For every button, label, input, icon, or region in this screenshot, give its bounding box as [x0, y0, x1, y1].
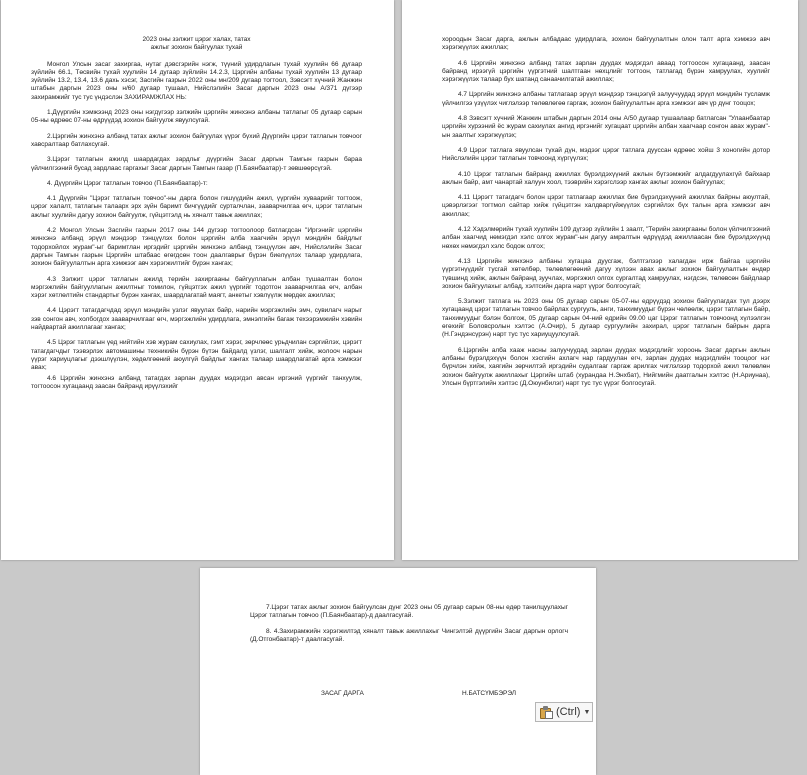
paragraph: 4.12 Хэдэлмөрийн тухай хуулийн 109 дүгээр зүйлийн 1 заалт, "Терийн захиргааны болон үйлчилгээний албан хаагчид нөмэгдэл хэлс олгох журам"-ын дагуу амралтын өдрүүдэд ажиллаасан бие бүрэлдэхүүнд нөхөх нөмэгдэл хэлс бодож олгох; — [442, 226, 770, 250]
paste-options-label: (Ctrl) — [556, 706, 581, 718]
paragraph: 4.6 Цэргийн жинхэнэ албанд татагдах зарлан дуудах мэдэгдэл авсан иргэний үүргийг танхуулж, тогтоосон хугацаанд заасан байранд ирүүлэхийг — [31, 374, 362, 390]
paragraph: хороодын Засаг дарга, ажлын албадаас удирдлага, зохион байгуулалтын олон талт арга хэмжээ авч хэрэгжүүлэх ажиллах; — [442, 36, 770, 52]
paragraph: 6.Цэргийн алба хааж насны залуучуудад зарлан дуудах мэдэгдлийг хороонь Засаг даргын ажлын албаны бүрэлдэхүүн болон хэсгийн ахлагч нар гардуулан егч, зарлан дуудах мэдэгдлийн тооцоог нэг бүрчлэн хийж, хаягийн зөрчилтэй иргэдийн судалгааг гаргаж арилгах чиглэлээр тодорхой ажил төлөвлөн зохион байгуулж ажиллахыг Цэргийн штаб (хурандаа Н.Энхбат), Нийгмийн даатгалын хэлтэс (Н.Ариунаа), Улсын бүртгэлийн хэлтэс (Д.Оюунбилэг) нарт тус тус үүрэг болгосугай. — [442, 346, 770, 387]
paragraph: 4.5 Цэрэг татлагын үед нийтийн хэв журам сахиулах, гэмт хэрэг, зөрчлөөс урьдчилан сэргийлэх, цэрэгт татагдагчдыг тээвэрлэх автомашины техникийн бүрэн бүтэн байдалд үзлэг, шалгалт хийж, жолооч нарын үүрэг хариуцлагыг дээшлүүлэн, хөдөлгөөний аюулгүй байдлыг хангах талаар шаардлагатай арга хэмжээг авах; — [31, 339, 362, 372]
paragraph: 4.9 Цэрэг татлага явуулсан тухай дүн, мэдээг цэрэг татлага дууссан едрөөс хойш 3 хоногийн дотор Нийслэлийн цэрэг татлагын товчоонд хүргүүлэх; — [442, 146, 770, 163]
paragraph: 5.Зэлжит татлага нь 2023 оны 05 дугаар сарын 05-07-ны едрүүдэд зохион байгуулагдах тул дээрх хугацаанд цэрэг татлагын товчоо байрлах сургууль, анги, танхимуудыг бүрэн чөлөөлж, цэрэг татлагын байр, танхимуудыг бэлэн болгож, 05 дугаар сарын 04-ний едрийн 09.00 цаг Цэрэг татлагын товчоонд хүлээлгэн өгөхийг Боловсролын хэлтэс (А.Очир), 5 дугаар сургуулийн захирал, цэрэг татлагын байрын дарга (Н.Гэндэнсүрэн) нарт тус тус хариуцуулсугай. — [442, 298, 770, 339]
paragraph: 4.2 Монгол Улсын Засгийн газрын 2017 оны 144 дүгээр тогтоолоор батлагдсан "Иргэнийг цэргийн жинхэнэ албанд эрүүл мэндээр тэнцүүлэх болон цэргийн алба хаагчийн эрүүл мэндийн байдлыг тодорхойлох журам"-ыг баримтлан иргэдийг цэргийн жинхэнэ албанд тэнцүүлэн авч, Нийслэлийн Засаг даргын Тамгын газрын Цэргийн штабаас өгөгдсөн тоон даалгаврыг бүрэн биелүүлэх талаар удирдлага, зохион байгуулалтын арга хэмжээг авч хэрэгжилтийг бүрэн хангах; — [31, 227, 362, 268]
title-line-1: 2023 оны зэлжит цэрэг халах, татах — [142, 36, 251, 43]
paste-options-button[interactable] — [535, 702, 593, 722]
chevron-down-icon: ▼ — [583, 708, 591, 716]
signer-name: Н.БАТСҮМБЭРЭЛ — [462, 690, 517, 697]
document-page-3 — [200, 568, 596, 775]
paragraph: 4.8 Зэвсэгт хүчний Жанжин штабын даргын 2014 оны А/50 дугаар тушаалаар батлагсан "Улаанбаатар цэргийн хурээний ёс журам сахиулах ангид иргэнийг хугацаат цэргийн албан хаагчаар сонгон авах журам"-ын заалтыг хэрэгжүүлэх; — [442, 115, 770, 139]
paragraph: 4.6 Цэргийн жинхэнэ албанд татах зарлан дуудах мэдэгдэл аваад тогтоосон хугацаанд, заасан байранд ирээгүй цэргийн үүргэтний шалтгаан нөхцлийг тогтоон, татлагад бүрэн хамруулах, хуулийг хэрэгжүүлэх талаар бух шатанд санаачилгатай ажиллах; — [442, 59, 770, 84]
paragraph: 3.Цэрэг татлагын ажилд шаардагдах зардлыг дүүргийн Засаг даргын Тамгын газрын бараа үйлчилгээний бусад зардлаас гаргахыг Засаг даргын Тамгын газар (П.Баянбаатар)-т зөвшөөрсүгэй. — [31, 156, 362, 172]
paragraph: 4.10 Цэрэг татлагын байранд ажиллах бүрэлдэхүүний ажлын бүтээмжийг алдагдуулахгүй байхаар ажлын байр, амт чанартай халуун хоол, тээврийн хэрэгслээр хангах ажлыг зохион байгуулах; — [442, 170, 770, 186]
clipboard-paste-icon — [539, 705, 554, 720]
document-title — [31, 36, 362, 53]
paragraph: 4.11 Цэрэгт татагдагч болон цэрэг татлагаар ажиллах бие бүрэлдэхүүний ажиллах байрны аюултай, цэвэрлэгээг тогтмол сайтар хийж гүйцэтгэн халдваргүйжүүлэх сэргийлэх бүх талын арга хэмжээг авч ажиллах; — [442, 194, 770, 218]
paragraph: 2.Цэргийн жинхэнэ албанд татах ажлыг зохион байгуулах үүрэг бүхий Дүүргийн цэрэг татлагын товчоог хавсралтаар батлахсугай. — [31, 132, 362, 148]
paragraph: 4.4 Цэрэгт татагдагчдад эрүүл мэндийн узлэг явуулах байр, нарийн мэргэжлийн эмч, сувилагч нарыг зэв сонгон авч, холбогдох зааварчилгааг өгч, мэргэжлийн удирдлага, эмнэлгийн багаж техээрэмжийн хэвийн найдвартай ажиллагааг хангах; — [31, 307, 362, 332]
paragraph: 4.1 Дүүргийн "Цэрэг татлагын товчоо"-ны дарга болон гишүүдийн ажил, үүргийн хуваарийг тогтоож, цэрэг халалт, татлагын талаарх эрх зүйн баримт бичгүүдийг сурталчлан, зааварчилгаа өгч, цэрэг татлагын ажлыг хуулийн дагуу зохион байгуулж, гүйцэтгэлд нь хяналт тавьж ажиллах; — [31, 195, 362, 219]
paragraph: 4.3 Зэлжит цэрэг татлагын ажилд терийн захиргааны байгууллагын албан тушаалтан болон мэргэжлийн байгууллагын ажилтныг томилон, гүйцэтгэх ажил үүргийг тодотгон зааварчилгаа өгч, албан хэрэг хөтлөлтийн стандартыг бүрэн хангах, шаардлагатай маягт, анкетыг хэвлүүлж мөрдөх ажиллах; — [31, 275, 362, 300]
paragraph: Монгол Улсын засаг захиргаа, нутаг дэвсгэрийн нэгж, түүний удирдлагын тухай хуулийн 66 дугаар зүйлийн 66.1, Төсвийн тухай хуулийн 14 дугаар зүйлийн 14.2.3, Цэргийн албаны тухай хуулийн 13 дугаар зүйлийн 13.2, 13.4, 13.6 дахь хэсэг, Засгийн газрын 2022 оны мн/209 дугаар тогтоол, Зэвсэгт хүчний Жанжин штабын даргын 2023 оны н/60 дугаар тушаал, Нийслэлийн Засаг даргын 2023 оны А/371 дүгээр захирамжийг тус тус үндэслэн ЗАХИРАМЖЛАХ НЬ: — [31, 60, 362, 101]
title-line-2: ажлыг зохион байгуулах тухай — [150, 44, 243, 52]
paragraph: 1.Дүүргийн хэмжээнд 2023 оны нэгдүгээр зэлжийн цэргийн жинхэнэ албаны татлагыг 05 дугаар сарын 05-ны өдрөөс 07-ны өдрүүдэд зохион байгуулж явуулсугай. — [31, 109, 362, 125]
paragraph: 8. 4.Захирамжийн хэрэгжилтэд хяналт тавьж ажиллахыг Чингэлтэй дүүргийн Засаг даргын орлогч (Д.Отгонбаатар)-т даалгасугай. — [250, 627, 568, 643]
document-page-1 — [1, 0, 394, 560]
paragraph: 7.Цэрэг татах ажлыг зохион байгуулсан дүнг 2023 оны 05 дугаар сарын 08-ны едөр танилцуулахыг Цэрэг татлагын товчоо (П.Баянбаатар)-д даалгасугай. — [250, 604, 568, 620]
document-page-2 — [402, 0, 798, 560]
paragraph: 4.13 Цэргийн жинхэнэ албаны хугацаа дуусгаж, бэлтгэлээр халагдан ирж байгаа цэргийн үүргэтнүүдийг тусгай хөтөлбөр, төлөвлөгөөний дагуу хүлээн авах ажлыг зохион байгуулалтын өндөр түвшинд хийж, ажлын байранд зуучлах, мэргэжил олгох сургалтад хамруулах, нэгдсэн, төлөвсөн байдлаар зохион байгуулахыг албад, хэлтсийн дарга нарт үүрэг болгосугай; — [442, 257, 770, 290]
paragraph: 4.7 Цэргийн жинхэнэ албаны татлагаар эрүүл мэндээр тэнцээгүй залуучуудад эрүүл мэндийн тусламж үйлчилгээ үзүүлэх чиглэлээр төлөвлөгөө гаргаж, зохион байгуулалтын арга хэмжээг авч үр дүнг тооцох; — [442, 91, 770, 107]
signer-title: ЗАСАГ ДАРГА — [321, 690, 364, 697]
paragraph: 4. Дүүргийн Цэрэг татлагын товчоо (П.Баянбаатар)-т: — [47, 179, 208, 187]
